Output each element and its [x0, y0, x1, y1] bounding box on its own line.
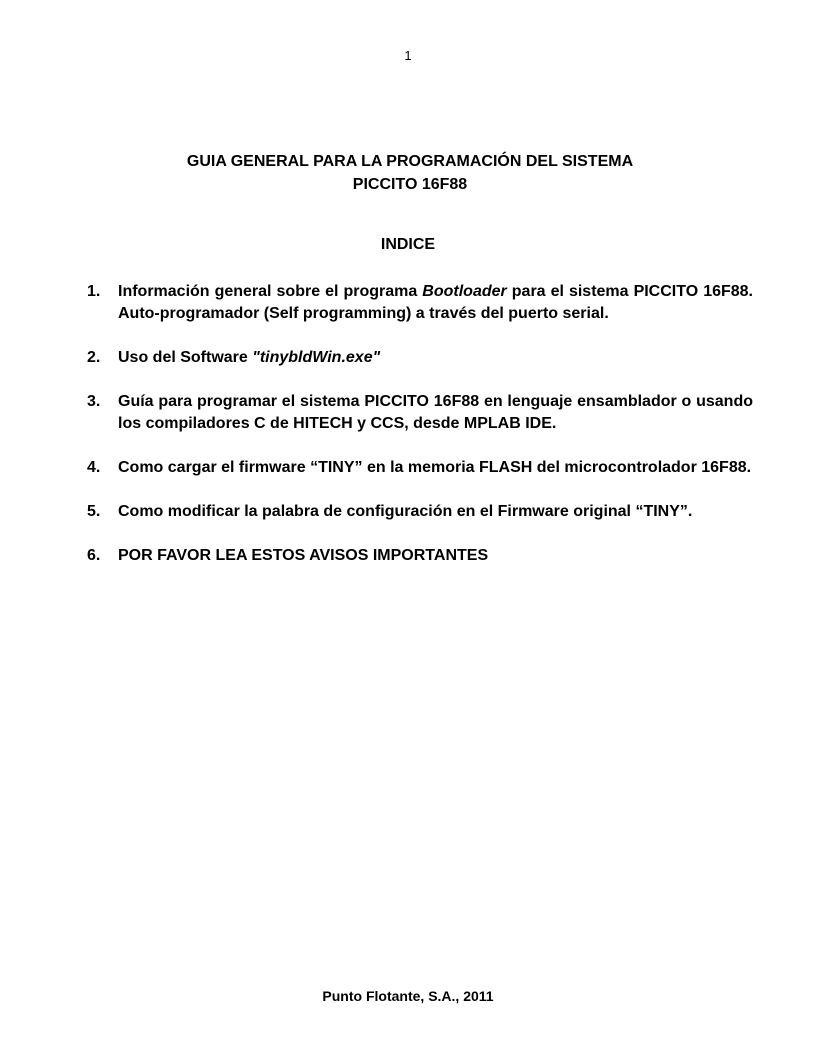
index-item-4 — [87, 457, 753, 479]
index-item-number: 5. — [87, 503, 101, 520]
index-item-3 — [87, 391, 753, 435]
title-line-1: GUIA GENERAL PARA LA PROGRAMACIÓN DEL SISTEMA — [186, 153, 634, 170]
document-title — [90, 150, 730, 196]
index-item-emphasis: Bootloader — [422, 283, 507, 300]
index-item-text: Uso del Software — [118, 349, 253, 366]
index-item-number: 3. — [87, 393, 101, 410]
index-item-text: Como cargar el firmware “TINY” en la memoria FLASH del microcontrolador 16F88. — [118, 459, 752, 476]
index-item-emphasis: "tinybldWin.exe" — [252, 349, 381, 366]
index-item-text: POR FAVOR LEA ESTOS AVISOS IMPORTANTES — [118, 547, 489, 564]
index-item-text: Información general sobre el programa — [118, 283, 423, 300]
index-list — [87, 281, 753, 589]
footer-copyright: Punto Flotante, S.A., 2011 — [322, 988, 494, 1004]
index-item-text-end: para el sistema PICCITO 16F88. Auto-programador (Self programming) a través del puerto serial. — [118, 283, 754, 322]
index-item-number: 6. — [87, 547, 101, 564]
index-heading: INDICE — [380, 236, 436, 253]
index-item-2 — [87, 347, 753, 369]
index-item-text: Como modificar la palabra de configuración en el Firmware original “TINY”. — [118, 503, 693, 520]
page-number: 1 — [404, 48, 412, 63]
index-item-6 — [87, 545, 753, 567]
title-line-2: PICCITO 16F88 — [352, 176, 468, 193]
index-item-5 — [87, 501, 753, 523]
index-item-number: 2. — [87, 349, 101, 366]
index-item-1 — [87, 281, 753, 325]
index-item-number: 4. — [87, 459, 101, 476]
index-item-text: Guía para programar el sistema PICCITO 16F88 en lenguaje ensamblador o usando los compiladores C de HITECH y CCS, desde MPLAB IDE. — [118, 393, 753, 432]
index-item-number: 1. — [87, 283, 101, 300]
